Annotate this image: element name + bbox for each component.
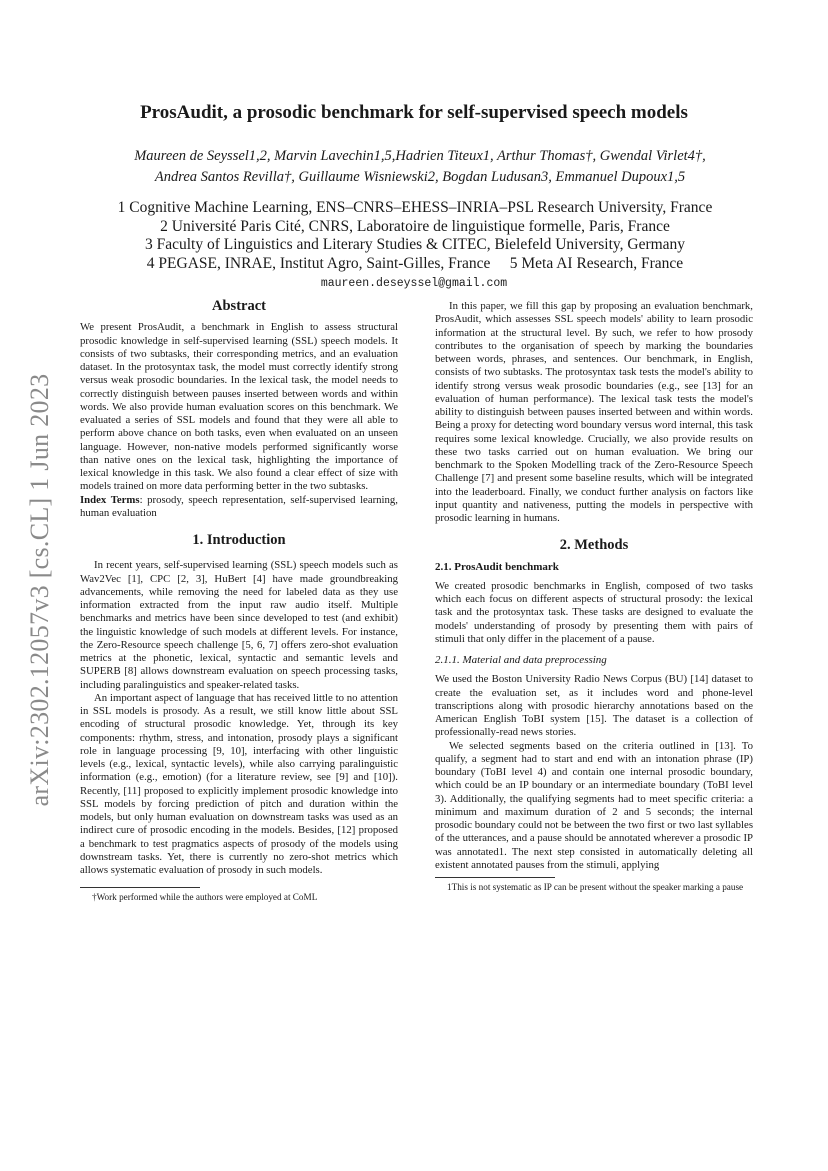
author-email: maureen.deseyssel@gmail.com: [320, 277, 508, 290]
index-terms: [80, 494, 398, 521]
affiliation-2: 2 Université Paris Cité, CNRS, Laboratoire de linguistique formelle, Paris, France: [160, 217, 670, 235]
right-paragraph-4: We selected segments based on the criteria outlined in [13]. To qualify, a segment had to start and end with an intonation phrase (IP) boundary (ToBI level 4) and contain one internal prosodic boundary, which could be an IP boundary or an intermediate boundary (ToBI level 3). Additionally, the qualifying segments had to meet specific criteria: a minimum and maximum duration of 2 and 5 seconds; the internal prosodic boundary could not be between the two first or two last syllables of the utterances, and a pause should be annotated wherever a prosodic IP was annotated1. The next step consisted in automatically deleting all existent annotated pauses from the stimuli, applying: [435, 739, 753, 871]
index-terms-text: : prosody, speech representation, self-supervised learning, human evaluation: [80, 493, 398, 519]
footnote-right: [435, 882, 753, 893]
affiliation-4: 4 PEGASE, INRAE, Institut Agro, Saint-Gilles, France 5 Meta AI Research, France: [146, 254, 684, 272]
right-paragraph-3: We used the Boston University Radio News Corpus (BU) [14] dataset to create the evaluation set, as it includes word and phone-level transcriptions along with prosodic hierarchy annotations based on the American English ToBI system [15]. The dataset is a collection of professionally-read news stories.: [435, 673, 753, 739]
footnote-rule-right: [435, 877, 555, 878]
intro-paragraph-2: An important aspect of language that has received little to no attention in SSL models is prosody. As a result, we still know little about SSL encoding of structural prosodic knowledge. Yet, through its key components: rhythm, stress, and intonation, prosody plays a significant role in language processing [9, 10], interfacing with other linguistic levels (e.g., lexical, syntactic levels), while also carrying paralinguistic information (e.g., emotion) (for a literature review, see [9] and [10]). Recently, [11] proposed to explicitly implement prosodic knowledge into SSL models by forcing prediction of pitch and duration within the models, but only human evaluation on downstream tasks was used as an indirect cure of prosodic encoding in the models. Besides, [12] proposed a benchmark to test pragmatics aspects of prosody of the models using downstream tasks. Yet, there is currently no zero-shot metrics which allows systematic evaluation of prosody in such models.: [80, 691, 398, 876]
footnote-rule-left: [80, 887, 200, 888]
arxiv-stamp-text: arXiv:2302.12057v3 [cs.CL] 1 Jun 2023: [25, 373, 54, 807]
abstract-heading: Abstract: [212, 298, 266, 314]
intro-heading: 1. Introduction: [192, 532, 286, 548]
footnote-left: [80, 892, 398, 903]
affiliation-1: 1 Cognitive Machine Learning, ENS–CNRS–EHESS–INRIA–PSL Research University, France: [117, 199, 713, 216]
affiliations: [60, 199, 770, 273]
subsection-heading: 2.1. ProsAudit benchmark: [435, 560, 559, 573]
arxiv-stamp: [20, 330, 60, 850]
right-paragraph-1: In this paper, we fill this gap by proposing an evaluation benchmark, ProsAudit, which assesses SSL speech models' ability to learn prosodic information at the structural level. By such, we refer to how prosody contributes to the organisation of speech by marking the boundaries between words, phrases, and sentences. Our benchmark, in English, consists of two subtasks. The protosyntax task tests the model's ability to identify strong versus weak prosodic boundaries (e.g., see [13] for an evaluation of human performance). The lexical task tests the model's ability to distinguish between pauses inserted between and within words. Being a proxy for detecting word boundary versus word internal, this task requires some lexical knowledge. Crucially, we also provide results on these two tasks carried out on human evaluation. We bring our benchmark to the Spoken Modelling track of the Zero-Resource Speech Challenge [7] and present some baseline results, which will be integrated into the leaderboard. Finally, we conduct further analysis on factors like input quantity and nativeness, putting the models in perspective with prosodic learning in humans.: [435, 300, 753, 524]
paper-title: ProsAudit, a prosodic benchmark for self-supervised speech models: [140, 102, 688, 123]
intro-paragraph-1: In recent years, self-supervised learning (SSL) speech models such as Wav2Vec [1], CPC [2, 3], HuBert [4] have made groundbreaking advancements, while removing the need for labeled data as they use information extracted from the input raw audio itself. Multiple benchmarks and metrics have been since developed to test (and exhibit) the linguistic knowledge of such models at different levels. For instance, the Zero-Resource speech challenge [5, 6, 7] offers zero-shot evaluation metrics at the phonetic, lexical, syntactic and semantic levels and SUPERB [8] allows downstream evaluation on speech processing tasks, including paralinguistics and speaker-related tasks.: [80, 559, 398, 691]
index-terms-label: Index Terms: [80, 493, 140, 506]
authors: [70, 146, 770, 188]
footnote-right-text: 1This is not systematic as IP can be present without the speaker marking a pause: [447, 882, 744, 892]
affiliation-3: 3 Faculty of Linguistics and Literary Studies & CITEC, Bielefeld University, Germany: [144, 236, 686, 253]
subsubsection-heading: 2.1.1. Material and data preprocessing: [435, 654, 607, 666]
right-column: [435, 300, 753, 893]
abstract-text: We present ProsAudit, a benchmark in English to assess structural prosodic knowledge in self-supervised learning (SSL) speech models. It consists of two subtasks, their corresponding metrics, and an evaluation dataset. In the protosyntax task, the model must correctly identify strong versus weak prosodic boundaries. In the lexical task, the model needs to correctly distinguish between pauses inserted between words and within words. We also provide human evaluation scores on this benchmark. We evaluated a series of SSL models and found that they were all able to perform above chance on both tasks, even when evaluated on an unseen language. However, non-native models performed significantly worse than native ones on the lexical task, highlighting the importance of lexical knowledge in this task. We also found a clear effect of size with models trained on more data performing better in the two subtasks.: [80, 321, 398, 493]
right-paragraph-2: We created prosodic benchmarks in English, composed of two tasks which each focus on different aspects of structural prosody: the lexical task and the protosyntax task. These tasks are designed to evaluate the models' understanding of prosody by presenting them with pairs of stimuli that only differ in the placement of a pause.: [435, 579, 753, 645]
authors-line-2: Andrea Santos Revilla†, Guillaume Wisniewski2, Bogdan Ludusan3, Emmanuel Dupoux1,5: [154, 169, 686, 185]
authors-line-1: Maureen de Seyssel1,2, Marvin Lavechin1,5,Hadrien Titeux1, Arthur Thomas†, Gwendal Virlet4†,: [134, 148, 706, 164]
methods-heading: 2. Methods: [559, 537, 629, 554]
left-column: [80, 300, 398, 903]
footnote-left-text: †Work performed while the authors were employed at CoML: [92, 892, 318, 903]
